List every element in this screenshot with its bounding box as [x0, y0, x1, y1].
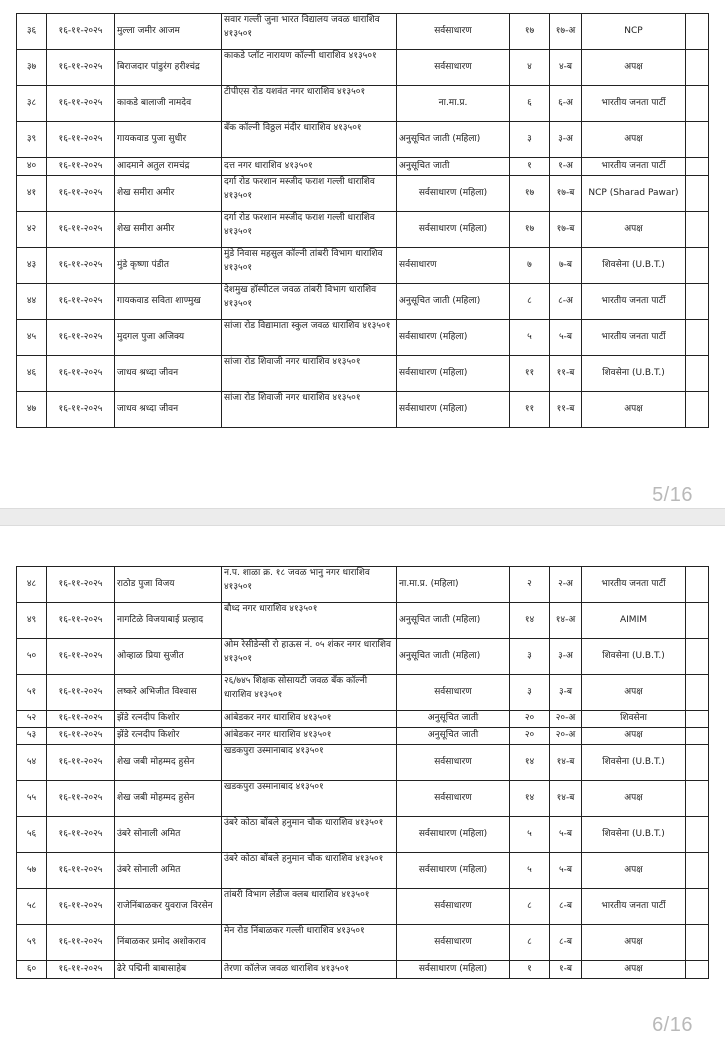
category-cell: सर्वसाधारण: [397, 675, 510, 711]
table-row: [17, 961, 709, 979]
candidate-name-cell: राठोड पुजा विजय: [115, 567, 222, 603]
serial-number-cell: ४०: [17, 158, 47, 176]
table-row: [17, 356, 709, 392]
serial-number-cell: ५०: [17, 639, 47, 675]
serial-number-cell: ३९: [17, 122, 47, 158]
party-cell: अपक्ष: [582, 925, 686, 961]
table-row: [17, 392, 709, 428]
table-row: [17, 284, 709, 320]
date-cell: १६-११-२०२५: [47, 817, 115, 853]
ward-number-cell: १७: [510, 212, 550, 248]
seat-cell: २-अ: [550, 567, 582, 603]
ward-number-cell: ११: [510, 392, 550, 428]
seat-cell: १७-ब: [550, 212, 582, 248]
candidate-name-cell: जाधव श्रध्दा जीवन: [115, 356, 222, 392]
candidate-name-cell: निंबाळकर प्रमोद अशोकराव: [115, 925, 222, 961]
remarks-cell: [686, 50, 709, 86]
remarks-cell: [686, 925, 709, 961]
remarks-cell: [686, 158, 709, 176]
candidate-name-cell: गायकवाड सविता शाण्मुख: [115, 284, 222, 320]
table-row: [17, 567, 709, 603]
serial-number-cell: ४५: [17, 320, 47, 356]
seat-cell: ३-ब: [550, 675, 582, 711]
remarks-cell: [686, 603, 709, 639]
candidate-name-cell: जाधव श्रध्दा जीवन: [115, 392, 222, 428]
ward-number-cell: १४: [510, 745, 550, 781]
table-row: [17, 158, 709, 176]
party-cell: भारतीय जनता पार्टी: [582, 86, 686, 122]
category-cell: ना.मा.प्र. (महिला): [397, 567, 510, 603]
address-cell: काकडे प्लॉट नारायण कॉल्नी धाराशिव ४१३५०१: [222, 50, 397, 86]
remarks-cell: [686, 889, 709, 925]
nomination-table: [16, 566, 709, 979]
candidate-name-cell: मुल्ला जमीर आजम: [115, 14, 222, 50]
party-cell: NCP (Sharad Pawar): [582, 176, 686, 212]
category-cell: सर्वसाधारण (महिला): [397, 212, 510, 248]
party-cell: शिवसेना: [582, 711, 686, 728]
party-cell: भारतीय जनता पार्टी: [582, 284, 686, 320]
seat-cell: ११-ब: [550, 392, 582, 428]
category-cell: अनुसूचित जाती: [397, 158, 510, 176]
category-cell: सर्वसाधारण: [397, 14, 510, 50]
date-cell: १६-११-२०२५: [47, 356, 115, 392]
party-cell: भारतीय जनता पार्टी: [582, 158, 686, 176]
remarks-cell: [686, 675, 709, 711]
category-cell: अनुसूचित जाती (महिला): [397, 284, 510, 320]
category-cell: अनुसूचित जाती (महिला): [397, 639, 510, 675]
date-cell: १६-११-२०२५: [47, 567, 115, 603]
date-cell: १६-११-२०२५: [47, 745, 115, 781]
date-cell: १६-११-२०२५: [47, 14, 115, 50]
ward-number-cell: ८: [510, 889, 550, 925]
date-cell: १६-११-२०२५: [47, 50, 115, 86]
party-cell: शिवसेना (U.B.T.): [582, 817, 686, 853]
seat-cell: ५-ब: [550, 817, 582, 853]
category-cell: ना.मा.प्र.: [397, 86, 510, 122]
party-cell: भारतीय जनता पार्टी: [582, 889, 686, 925]
category-cell: अनुसूचित जाती: [397, 711, 510, 728]
address-cell: आंबेडकर नगर धाराशिव ४१३५०१: [222, 728, 397, 745]
table-row: [17, 212, 709, 248]
seat-cell: ८-अ: [550, 284, 582, 320]
address-cell: तेरणा कॉलेज जवळ धाराशिव ४१३५०१: [222, 961, 397, 979]
remarks-cell: [686, 248, 709, 284]
candidate-name-cell: मुदगल पुजा अजिक्य: [115, 320, 222, 356]
remarks-cell: [686, 392, 709, 428]
seat-cell: ६-अ: [550, 86, 582, 122]
party-cell: शिवसेना (U.B.T.): [582, 356, 686, 392]
address-cell: टीपीएस रोड यशवंत नगर धाराशिव ४१३५०१: [222, 86, 397, 122]
serial-number-cell: ३८: [17, 86, 47, 122]
seat-cell: ११-ब: [550, 356, 582, 392]
remarks-cell: [686, 745, 709, 781]
ward-number-cell: ४: [510, 50, 550, 86]
ward-number-cell: १: [510, 961, 550, 979]
party-cell: अपक्ष: [582, 728, 686, 745]
table-row: [17, 745, 709, 781]
party-cell: भारतीय जनता पार्टी: [582, 567, 686, 603]
table-row: [17, 853, 709, 889]
serial-number-cell: ४२: [17, 212, 47, 248]
address-cell: २६/७४५ शिक्षक सोसायटी जवळ बँक कॉल्नी धाराशिव ४१३५०१: [222, 675, 397, 711]
remarks-cell: [686, 961, 709, 979]
date-cell: १६-११-२०२५: [47, 711, 115, 728]
serial-number-cell: ४७: [17, 392, 47, 428]
date-cell: १६-११-२०२५: [47, 86, 115, 122]
remarks-cell: [686, 639, 709, 675]
candidate-name-cell: आदमाने अतुल रामचंद्र: [115, 158, 222, 176]
table-row: [17, 248, 709, 284]
serial-number-cell: ३७: [17, 50, 47, 86]
table-row: [17, 320, 709, 356]
serial-number-cell: ५३: [17, 728, 47, 745]
serial-number-cell: ४६: [17, 356, 47, 392]
table-row: [17, 711, 709, 728]
serial-number-cell: ४३: [17, 248, 47, 284]
ward-number-cell: ८: [510, 284, 550, 320]
address-cell: सांजा रोड शिवाजी नगर धाराशिव ४१३५०१: [222, 356, 397, 392]
category-cell: सर्वसाधारण: [397, 745, 510, 781]
seat-cell: ७-ब: [550, 248, 582, 284]
remarks-cell: [686, 176, 709, 212]
ward-number-cell: ५: [510, 853, 550, 889]
seat-cell: ८-ब: [550, 925, 582, 961]
seat-cell: ५-ब: [550, 320, 582, 356]
table-row: [17, 675, 709, 711]
party-cell: शिवसेना (U.B.T.): [582, 248, 686, 284]
ward-number-cell: ३: [510, 675, 550, 711]
address-cell: सांजा रोड विद्यामाता स्कुल जवळ धाराशिव ४१३५०१: [222, 320, 397, 356]
table-row: [17, 603, 709, 639]
date-cell: १६-११-२०२५: [47, 603, 115, 639]
serial-number-cell: ३६: [17, 14, 47, 50]
party-cell: अपक्ष: [582, 212, 686, 248]
ward-number-cell: ३: [510, 122, 550, 158]
table-row: [17, 50, 709, 86]
date-cell: १६-११-२०२५: [47, 889, 115, 925]
address-cell: खडकपुरा उस्मानाबाद ४१३५०१: [222, 781, 397, 817]
address-cell: न.प. शाळा क्र. १८ जवळ भानु नगर धाराशिव ४१३५०१: [222, 567, 397, 603]
remarks-cell: [686, 284, 709, 320]
ward-number-cell: ५: [510, 320, 550, 356]
seat-cell: १७-अ: [550, 14, 582, 50]
category-cell: सर्वसाधारण: [397, 50, 510, 86]
date-cell: १६-११-२०२५: [47, 176, 115, 212]
candidate-name-cell: लष्करे अभिजीत विश्वास: [115, 675, 222, 711]
address-cell: दर्गा रोड फरशान मस्जीद फराश गल्ली धाराशिव ४१३५०१: [222, 212, 397, 248]
seat-cell: १४-ब: [550, 781, 582, 817]
remarks-cell: [686, 781, 709, 817]
remarks-cell: [686, 817, 709, 853]
seat-cell: २०-अ: [550, 711, 582, 728]
party-cell: अपक्ष: [582, 781, 686, 817]
remarks-cell: [686, 356, 709, 392]
table-row: [17, 86, 709, 122]
candidate-name-cell: नागटिळे विजयाबाई प्रल्हाद: [115, 603, 222, 639]
serial-number-cell: ४८: [17, 567, 47, 603]
serial-number-cell: ५१: [17, 675, 47, 711]
seat-cell: १७-ब: [550, 176, 582, 212]
candidate-name-cell: बिराजदार पांडुरंग हरीश्चंद्र: [115, 50, 222, 86]
seat-cell: १-ब: [550, 961, 582, 979]
serial-number-cell: ५७: [17, 853, 47, 889]
date-cell: १६-११-२०२५: [47, 320, 115, 356]
address-cell: उंबरे कोठा बोंबले हनुमान चौक धाराशिव ४१३५०१: [222, 853, 397, 889]
ward-number-cell: ११: [510, 356, 550, 392]
party-cell: NCP: [582, 14, 686, 50]
date-cell: १६-११-२०२५: [47, 728, 115, 745]
remarks-cell: [686, 212, 709, 248]
address-cell: तांबरी विभाग लेडीज क्लब धाराशिव ४१३५०१: [222, 889, 397, 925]
date-cell: १६-११-२०२५: [47, 961, 115, 979]
address-cell: दत्त नगर धाराशिव ४१३५०१: [222, 158, 397, 176]
remarks-cell: [686, 320, 709, 356]
ward-number-cell: ३: [510, 639, 550, 675]
address-cell: उंबरे कोठा बोंबले हनुमान चौक धाराशिव ४१३५०१: [222, 817, 397, 853]
page-separator: [0, 508, 725, 526]
candidate-name-cell: शेख जबी मोहम्मद हुसेन: [115, 745, 222, 781]
ward-number-cell: १४: [510, 781, 550, 817]
address-cell: ओम रेसीडेन्सी रो हाऊस नं. ०५ शंकर नगर धाराशिव ४१३५०१: [222, 639, 397, 675]
seat-cell: ३-अ: [550, 639, 582, 675]
candidate-name-cell: मुंडे कृष्णा पंडीत: [115, 248, 222, 284]
candidate-name-cell: काकडे बालाजी नामदेव: [115, 86, 222, 122]
date-cell: १६-११-२०२५: [47, 212, 115, 248]
party-cell: अपक्ष: [582, 50, 686, 86]
date-cell: १६-११-२०२५: [47, 392, 115, 428]
date-cell: १६-११-२०२५: [47, 158, 115, 176]
table-row: [17, 889, 709, 925]
address-cell: खडकपुरा उस्मानाबाद ४१३५०१: [222, 745, 397, 781]
address-cell: बौध्द नगर धाराशिव ४१३५०१: [222, 603, 397, 639]
remarks-cell: [686, 14, 709, 50]
serial-number-cell: ५८: [17, 889, 47, 925]
seat-cell: ३-अ: [550, 122, 582, 158]
category-cell: सर्वसाधारण: [397, 925, 510, 961]
category-cell: अनुसूचित जाती (महिला): [397, 603, 510, 639]
category-cell: सर्वसाधारण (महिला): [397, 853, 510, 889]
ward-number-cell: ८: [510, 925, 550, 961]
category-cell: सर्वसाधारण: [397, 248, 510, 284]
candidate-name-cell: शेख समीरा अमीर: [115, 212, 222, 248]
candidate-name-cell: राजेनिंबाळकर युवराज विरसेन: [115, 889, 222, 925]
page-number: 6/16: [652, 1014, 693, 1036]
party-cell: अपक्ष: [582, 961, 686, 979]
date-cell: १६-११-२०२५: [47, 853, 115, 889]
seat-cell: १४-अ: [550, 603, 582, 639]
nomination-table: [16, 13, 709, 428]
table-row: [17, 781, 709, 817]
serial-number-cell: ५५: [17, 781, 47, 817]
candidate-name-cell: गायकवाड पुजा सुधीर: [115, 122, 222, 158]
category-cell: सर्वसाधारण: [397, 781, 510, 817]
candidate-name-cell: झेंडे रत्नदीप किशोर: [115, 711, 222, 728]
date-cell: १६-११-२०२५: [47, 284, 115, 320]
table-row: [17, 176, 709, 212]
table-row: [17, 122, 709, 158]
candidate-name-cell: ढेरे पद्मिनी बाबासाहेब: [115, 961, 222, 979]
category-cell: अनुसूचित जाती (महिला): [397, 122, 510, 158]
date-cell: १६-११-२०२५: [47, 781, 115, 817]
document-page-5: [0, 0, 725, 508]
document-page-6: [0, 526, 725, 1036]
seat-cell: २०-अ: [550, 728, 582, 745]
address-cell: देशमुख हॉस्पीटल जवळ तांबरी विभाग धाराशिव ४१३५०१: [222, 284, 397, 320]
address-cell: सवार गल्ली जुना भारत विद्यालय जवळ धाराशिव ४१३५०१: [222, 14, 397, 50]
remarks-cell: [686, 122, 709, 158]
table-row: [17, 14, 709, 50]
party-cell: अपक्ष: [582, 675, 686, 711]
candidate-name-cell: शेख जबी मोहम्मद हुसेन: [115, 781, 222, 817]
address-cell: मेन रोड निंबाळकर गल्ली धाराशिव ४१३५०१: [222, 925, 397, 961]
remarks-cell: [686, 853, 709, 889]
party-cell: शिवसेना (U.B.T.): [582, 745, 686, 781]
ward-number-cell: ५: [510, 817, 550, 853]
ward-number-cell: १४: [510, 603, 550, 639]
serial-number-cell: ४९: [17, 603, 47, 639]
category-cell: सर्वसाधारण (महिला): [397, 320, 510, 356]
category-cell: सर्वसाधारण (महिला): [397, 817, 510, 853]
ward-number-cell: २०: [510, 711, 550, 728]
remarks-cell: [686, 86, 709, 122]
remarks-cell: [686, 728, 709, 745]
ward-number-cell: ६: [510, 86, 550, 122]
party-cell: अपक्ष: [582, 853, 686, 889]
category-cell: सर्वसाधारण (महिला): [397, 176, 510, 212]
page-number: 5/16: [652, 484, 693, 506]
ward-number-cell: १७: [510, 176, 550, 212]
category-cell: सर्वसाधारण (महिला): [397, 961, 510, 979]
party-cell: भारतीय जनता पार्टी: [582, 320, 686, 356]
category-cell: अनुसूचित जाती: [397, 728, 510, 745]
serial-number-cell: ४१: [17, 176, 47, 212]
serial-number-cell: ६०: [17, 961, 47, 979]
address-cell: आंबेडकर नगर धाराशिव ४१३५०१: [222, 711, 397, 728]
seat-cell: ८-ब: [550, 889, 582, 925]
ward-number-cell: २: [510, 567, 550, 603]
serial-number-cell: ५६: [17, 817, 47, 853]
party-cell: अपक्ष: [582, 392, 686, 428]
table-row: [17, 925, 709, 961]
party-cell: शिवसेना (U.B.T.): [582, 639, 686, 675]
table-row: [17, 639, 709, 675]
candidate-name-cell: ओव्हाळ प्रिया सुजीत: [115, 639, 222, 675]
serial-number-cell: ५९: [17, 925, 47, 961]
party-cell: AIMIM: [582, 603, 686, 639]
remarks-cell: [686, 711, 709, 728]
date-cell: १६-११-२०२५: [47, 675, 115, 711]
address-cell: मुंडे निवास महसुल कॉल्नी तांबरी विभाग धाराशिव ४१३५०१: [222, 248, 397, 284]
seat-cell: ४-ब: [550, 50, 582, 86]
date-cell: १६-११-२०२५: [47, 639, 115, 675]
serial-number-cell: ५४: [17, 745, 47, 781]
serial-number-cell: ५२: [17, 711, 47, 728]
ward-number-cell: १: [510, 158, 550, 176]
date-cell: १६-११-२०२५: [47, 122, 115, 158]
serial-number-cell: ४४: [17, 284, 47, 320]
table-row: [17, 817, 709, 853]
party-cell: अपक्ष: [582, 122, 686, 158]
date-cell: १६-११-२०२५: [47, 248, 115, 284]
seat-cell: १४-ब: [550, 745, 582, 781]
candidate-name-cell: शेख समीरा अमीर: [115, 176, 222, 212]
ward-number-cell: २०: [510, 728, 550, 745]
category-cell: सर्वसाधारण: [397, 889, 510, 925]
date-cell: १६-११-२०२५: [47, 925, 115, 961]
candidate-name-cell: झेंडे रत्नदीप किशोर: [115, 728, 222, 745]
candidate-name-cell: उंबरे सोनाली अमित: [115, 817, 222, 853]
address-cell: बँक कॉल्नी विठ्ठल मंदीर धाराशिव ४१३५०१: [222, 122, 397, 158]
ward-number-cell: १७: [510, 14, 550, 50]
ward-number-cell: ७: [510, 248, 550, 284]
remarks-cell: [686, 567, 709, 603]
category-cell: सर्वसाधारण (महिला): [397, 356, 510, 392]
address-cell: सांजा रोड शिवाजी नगर धाराशिव ४१३५०१: [222, 392, 397, 428]
seat-cell: १-अ: [550, 158, 582, 176]
category-cell: सर्वसाधारण (महिला): [397, 392, 510, 428]
address-cell: दर्गा रोड फरशान मस्जीद फराश गल्ली धाराशिव ४१३५०१: [222, 176, 397, 212]
candidate-name-cell: उंबरे सोनाली अमित: [115, 853, 222, 889]
table-row: [17, 728, 709, 745]
seat-cell: ५-ब: [550, 853, 582, 889]
